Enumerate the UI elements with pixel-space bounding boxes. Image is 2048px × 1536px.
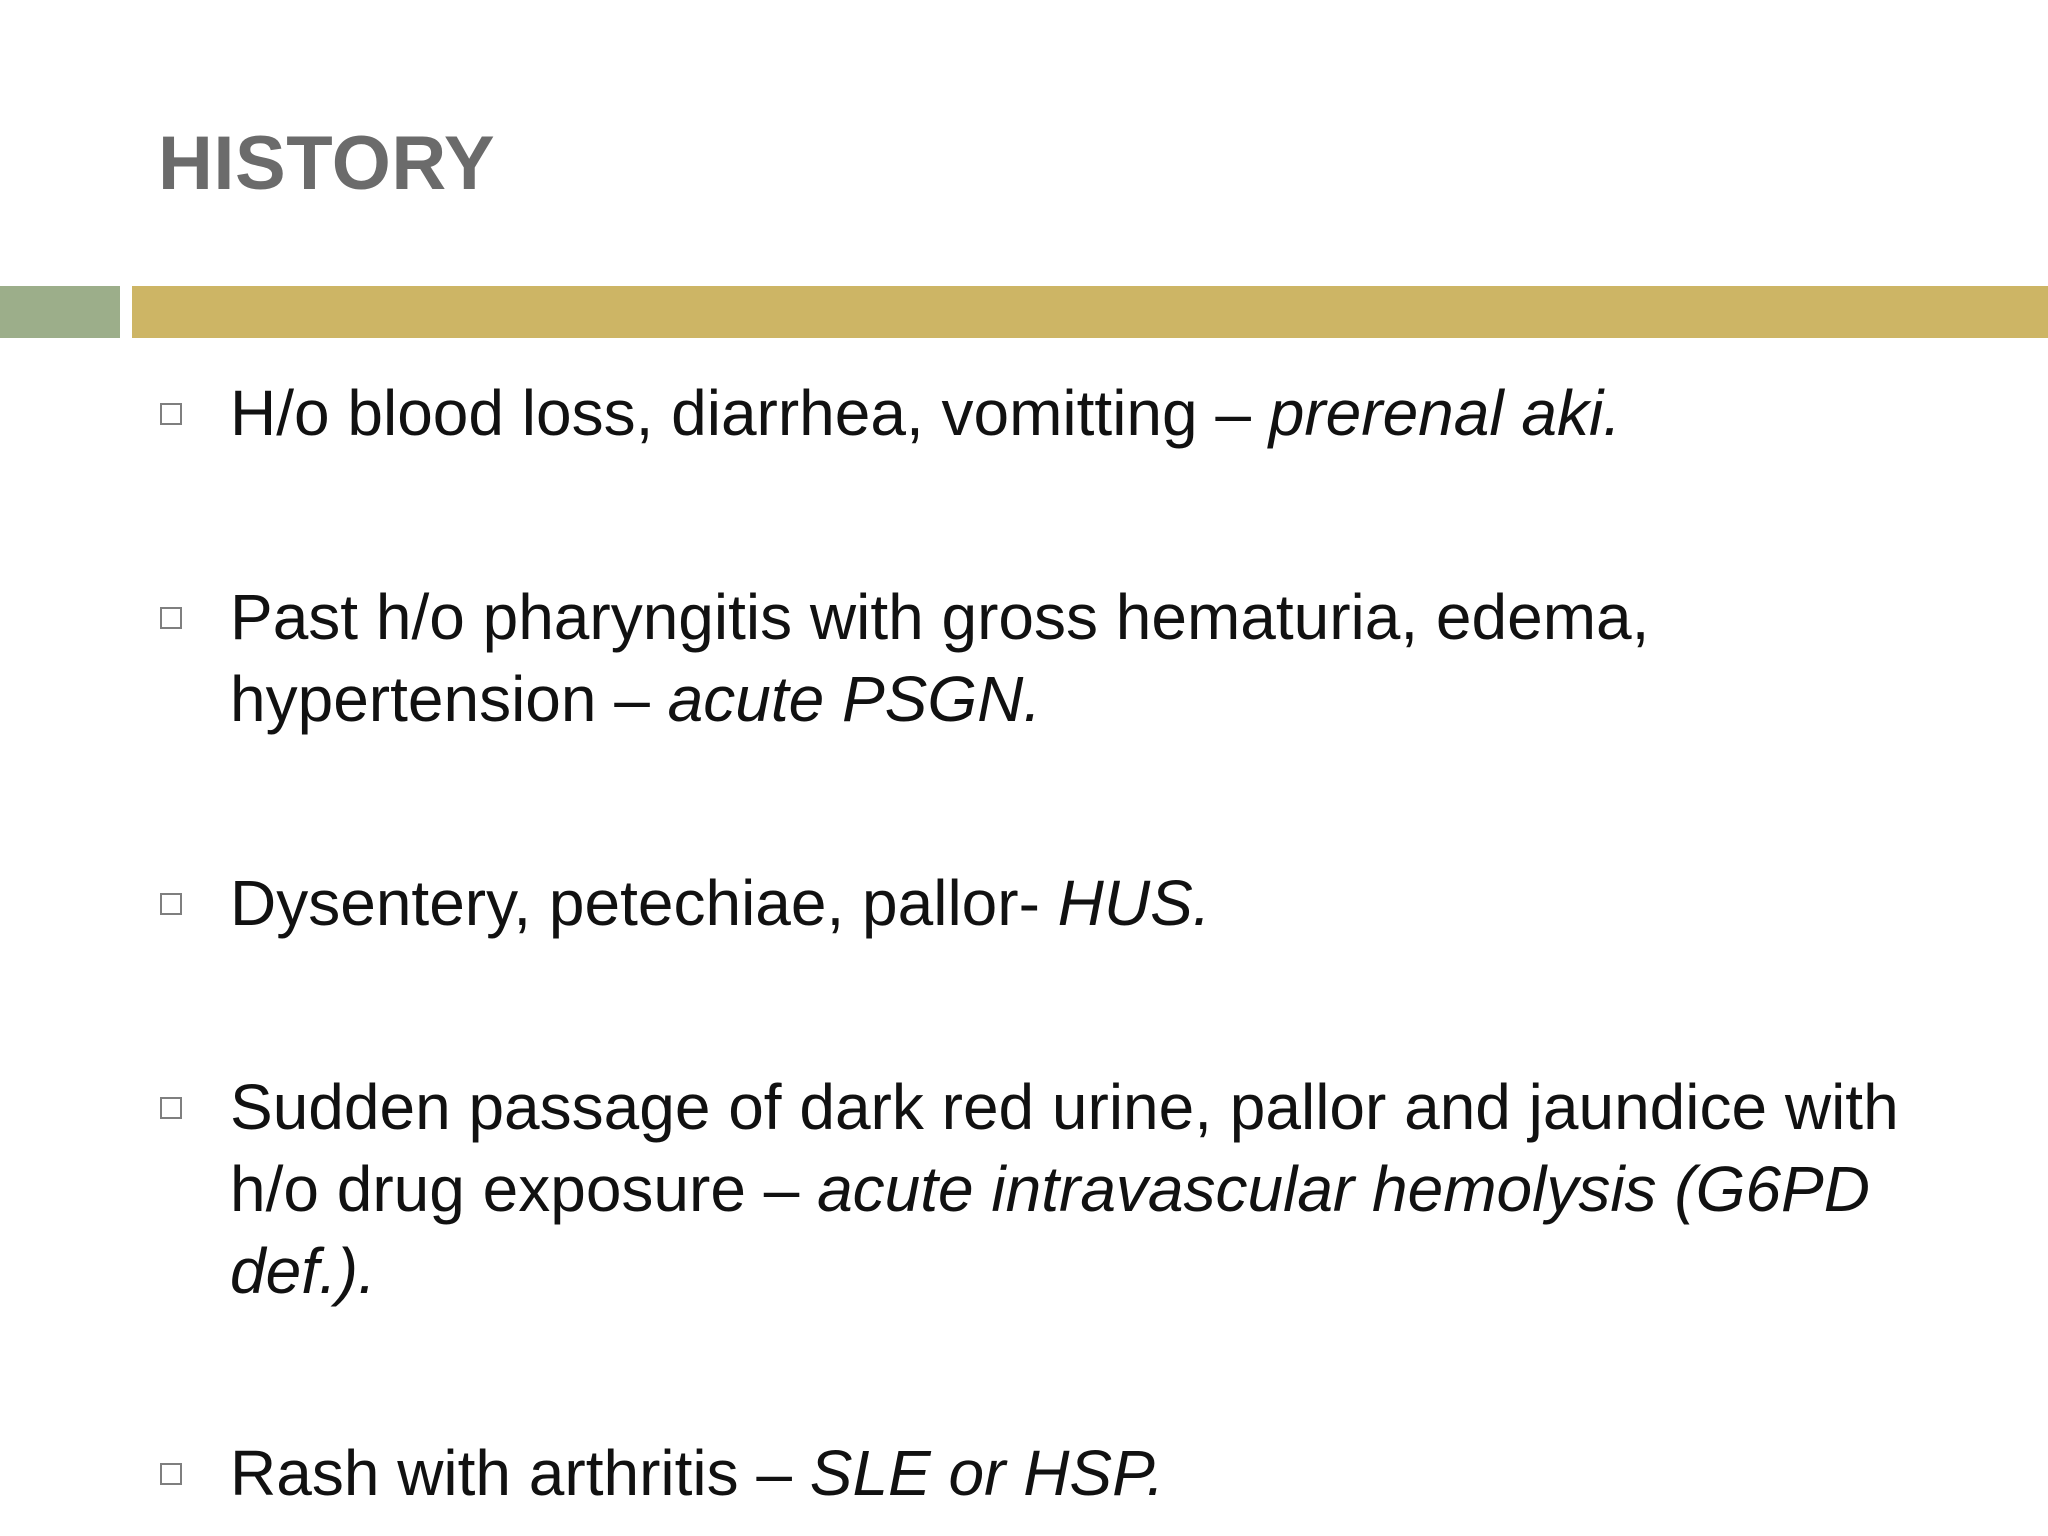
bullet-item-3 [160,862,1920,944]
hollow-square-bullet-icon [160,1097,182,1119]
bullet-emphasis-text: HUS. [1057,867,1211,939]
bullet-emphasis-text: SLE or HSP. [809,1437,1165,1509]
hollow-square-bullet-icon [160,403,182,425]
hollow-square-bullet-icon [160,893,182,915]
hollow-square-bullet-icon [160,1463,182,1485]
bullet-emphasis-text: prerenal aki. [1268,377,1621,449]
bullet-plain-text: Dysentery, petechiae, pallor- [230,867,1058,939]
bullet-text [230,1432,1920,1514]
slide-title: HISTORY [158,121,496,206]
bullet-plain-text: Sudden passage of dark red urine, pallor and jaundice with h/o drug exposure – [230,1071,1899,1225]
bullet-text [230,862,1920,944]
bullet-plain-text: H/o blood loss, diarrhea, vomitting – [230,377,1269,449]
bullet-plain-text: Rash with arthritis – [230,1437,810,1509]
bullet-item-5 [160,1432,1920,1514]
bullet-item-1 [160,372,1920,454]
bullet-item-4 [160,1066,1920,1312]
bullet-emphasis-text: acute PSGN. [667,663,1042,735]
bullet-item-2 [160,576,1920,740]
hollow-square-bullet-icon [160,607,182,629]
bullet-text [230,372,1920,454]
bullet-text [230,1066,1920,1312]
bullet-text [230,576,1920,740]
bullet-plain-text: Past h/o pharyngitis with gross hematuria, edema, hypertension – [230,581,1650,735]
bullet-emphasis-text: acute intravascular hemolysis (G6PD def.). [230,1153,1870,1307]
